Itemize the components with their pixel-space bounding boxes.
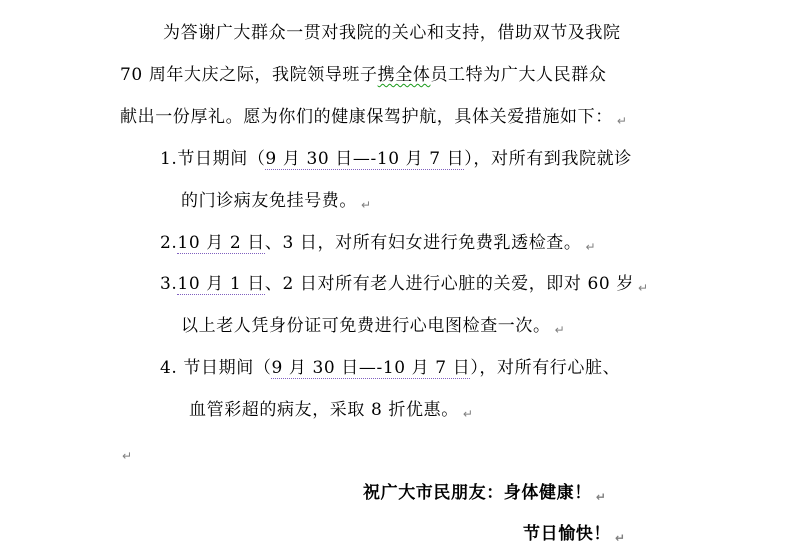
paragraph-mark-icon: ↵ (616, 114, 627, 128)
date-flagged: 10 月 2 日 (177, 233, 265, 253)
list-item-4 (160, 356, 620, 380)
closing-wish: 节日愉快！ (523, 524, 611, 544)
paragraph-mark-icon: ↵ (462, 407, 473, 421)
paragraph-mark-icon: ↵ (615, 531, 626, 545)
list-item-continuation-text: 以上老人凭身份证可免费进行心电图检查一次。 (181, 316, 551, 336)
intro-line-2-text-a: 70 周年大庆之际，我院领导班子 (120, 65, 378, 85)
intro-line-2 (120, 63, 606, 87)
list-item-text-c: 、3 日，对所有妇女进行免费乳透检查。 (264, 233, 582, 253)
paragraph-mark-icon: ↵ (554, 323, 565, 337)
intro-line-3 (120, 105, 627, 133)
empty-paragraph (118, 440, 132, 468)
list-item-continuation-text: 血管彩超的病友，采取 8 折优惠。 (189, 400, 459, 420)
list-item-1 (160, 147, 632, 171)
date-range-flagged: 9 月 30 日—-10 月 7 日 (265, 149, 465, 169)
closing-line-1 (363, 481, 606, 509)
list-item-text-a: 节日期间（ (177, 149, 266, 169)
paragraph-mark-icon: ↵ (585, 240, 596, 254)
list-item-number: 2. (160, 233, 178, 253)
paragraph-mark-icon: ↵ (637, 281, 649, 295)
list-item-text-a: 节日期间（ (177, 358, 272, 378)
intro-line-1 (163, 21, 621, 45)
list-item-number: 1. (160, 149, 178, 169)
list-item-2 (160, 231, 596, 259)
grammar-flagged-text: 携全体 (377, 65, 431, 85)
list-item-4-continuation (189, 398, 473, 426)
date-range-flagged: 9 月 30 日—-10 月 7 日 (271, 358, 471, 378)
list-item-1-continuation (181, 189, 371, 217)
list-item-text-c: ），对所有行心脏、 (470, 358, 621, 378)
closing-greeting: 祝广大市民朋友：身体健康！ (363, 483, 592, 503)
intro-line-1-text: 为答谢广大群众一贯对我院的关心和支持，借助双节及我院 (163, 23, 621, 43)
date-flagged: 10 月 1 日 (177, 274, 265, 294)
list-item-text-c: 、2 日对所有老人进行心脏的关爱，即对 60 岁 (264, 274, 634, 294)
paragraph-mark-icon: ↵ (595, 490, 606, 504)
list-item-3 (160, 272, 648, 300)
list-item-3-continuation (181, 314, 565, 342)
list-item-text-c: ），对所有到我院就诊 (464, 149, 632, 169)
list-item-number: 4. (160, 358, 178, 378)
list-item-number: 3. (160, 274, 178, 294)
intro-line-3-text: 献出一份厚礼。愿为你们的健康保驾护航，具体关爱措施如下： (120, 107, 613, 127)
list-item-continuation-text: 的门诊病友免挂号费。 (181, 191, 357, 211)
paragraph-mark-icon: ↵ (361, 198, 372, 212)
closing-line-2 (523, 522, 625, 550)
intro-line-2-text-c: 员工特为广大人民群众 (430, 65, 607, 85)
paragraph-mark-icon: ↵ (122, 449, 133, 463)
